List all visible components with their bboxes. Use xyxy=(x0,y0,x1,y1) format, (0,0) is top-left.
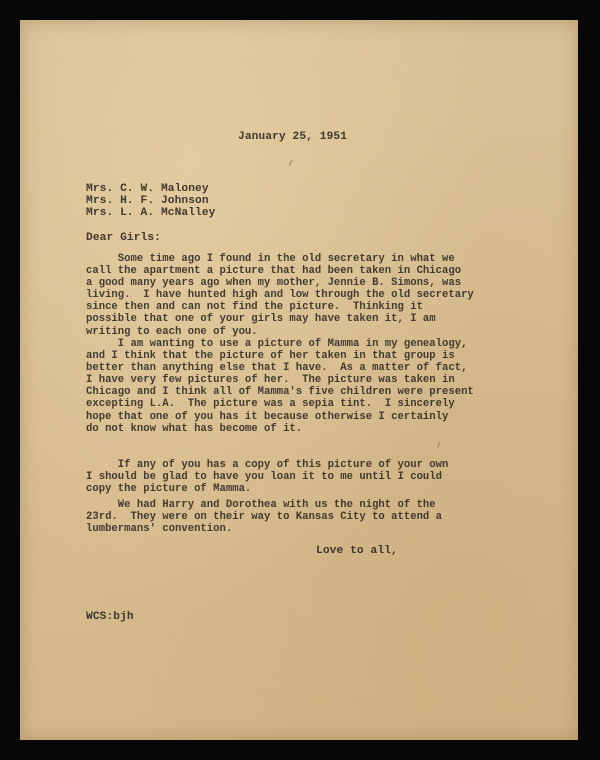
paragraph-line: call the apartment a picture that had been taken in Chicago xyxy=(86,265,462,278)
paragraph-line: and I think that the picture of her taken in that group is xyxy=(86,350,455,363)
paper-mark xyxy=(289,160,292,166)
recipient-line: Mrs. H. F. Johnson xyxy=(86,195,209,207)
paragraph-line: excepting L.A. The picture was a sepia tint. I sincerely xyxy=(86,398,455,411)
paragraph-line: possible that one of your girls may have taken it, I am xyxy=(86,313,436,326)
recipient-line: Mrs. L. A. McNalley xyxy=(86,207,216,219)
paragraph-line: I am wanting to use a picture of Mamma in my genealogy, xyxy=(86,338,468,350)
paragraph-line: a good many years ago when my mother, Jennie B. Simons, was xyxy=(86,277,462,290)
recipient-line: Mrs. C. W. Maloney xyxy=(86,183,209,195)
paragraph-line: I should be glad to have you loan it to me until I could xyxy=(86,471,443,484)
paragraph-line: hope that one of you has it because otherwise I certainly xyxy=(86,410,449,423)
paragraph-line: do not know what has become of it. xyxy=(86,422,303,435)
paragraph-line: better than anything else that I have. As a matter of fact, xyxy=(86,362,468,375)
paragraph-line: copy the picture of Mamma. xyxy=(86,483,252,496)
paragraph-line: I have very few pictures of her. The picture was taken in xyxy=(86,374,455,387)
salutation: Dear Girls: xyxy=(86,232,161,244)
paragraph-line: living. I have hunted high and low through the old secretary xyxy=(86,289,474,302)
paragraph-loan-request xyxy=(86,459,448,495)
paragraph-line: 23rd. They were on their way to Kansas City to attend a xyxy=(86,511,443,524)
paragraph-line: If any of you has a copy of this picture of your own xyxy=(86,459,449,471)
closing-line: Love to all, xyxy=(316,545,398,557)
paragraph-line: Some time ago I found in the old secretary in what we xyxy=(86,253,455,265)
paragraph-line: We had Harry and Dorothea with us the night of the xyxy=(86,499,436,511)
letter-date: January 25, 1951 xyxy=(238,131,348,143)
letter-page xyxy=(20,20,578,740)
paragraph-genealogy xyxy=(86,338,474,435)
paragraph-line: lumbermans' convention. xyxy=(86,523,233,536)
paragraph-line: writing to each one of you. xyxy=(86,325,258,338)
paragraph-line: since then and can not find the picture. Thinking it xyxy=(86,301,423,314)
paragraph-secretary-picture xyxy=(86,253,474,338)
paragraph-line: Chicago and I think all of Mamma's five children were present xyxy=(86,386,474,399)
paragraph-visit xyxy=(86,499,442,535)
paper-mark xyxy=(437,442,440,448)
typist-initials: WCS:bjh xyxy=(86,611,134,623)
